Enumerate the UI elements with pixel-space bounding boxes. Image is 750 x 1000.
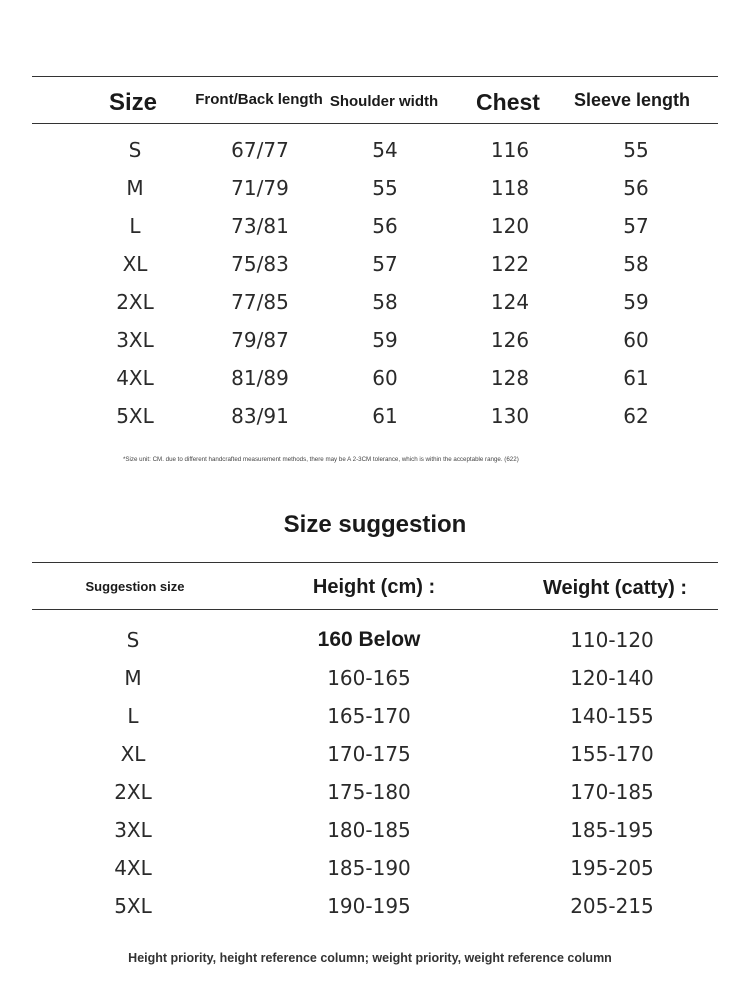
size-table-cell: 73/81 [231, 214, 289, 238]
size-table-cell: 79/87 [231, 328, 289, 352]
size-table-cell: S [128, 138, 142, 162]
suggestion-cell: 170-175 [327, 742, 411, 766]
suggestion-cell: 4XL [114, 856, 152, 880]
size-table-cell: 60 [372, 366, 398, 390]
suggestion-cell: 160 Below [317, 628, 421, 651]
size-table-cell: M [126, 176, 144, 200]
size-table-cell: 128 [490, 366, 530, 390]
header-sleeve-length: Sleeve length [573, 90, 691, 110]
suggestion-cell: 140-155 [570, 704, 654, 728]
header-height: Height (cm) : [312, 576, 436, 598]
suggestion-cell: 165-170 [327, 704, 411, 728]
header-chest: Chest [476, 89, 540, 115]
size-table-cell: 58 [372, 290, 398, 314]
size-table-cell: 62 [623, 404, 649, 428]
suggestion-cell: 120-140 [570, 666, 654, 690]
header-size: Size [108, 89, 158, 116]
size-table-cell: 81/89 [231, 366, 289, 390]
size-table-cell: 60 [623, 328, 649, 352]
size-table-cell: 57 [372, 252, 398, 276]
suggestion-cell: 2XL [114, 780, 152, 804]
suggestion-cell: S [126, 628, 140, 652]
size-table-header-rule [32, 123, 718, 124]
suggestion-cell: 5XL [114, 894, 152, 918]
suggestion-cell: 155-170 [570, 742, 654, 766]
suggestion-cell: 185-190 [327, 856, 411, 880]
size-table-cell: 3XL [116, 328, 154, 352]
size-table-cell: 59 [623, 290, 649, 314]
size-table-cell: 118 [490, 176, 530, 200]
size-table-cell: 2XL [116, 290, 154, 314]
size-table-cell: L [129, 214, 141, 238]
size-unit-note: *Size unit: CM. due to different handcrafted measurement methods, there may be A 2-3CM tolerance, which is within the acceptable range. (622) [123, 456, 519, 463]
suggestion-cell: 195-205 [570, 856, 654, 880]
footer-note: Height priority, height reference column; weight priority, weight reference column [128, 951, 612, 965]
size-table-cell: 126 [490, 328, 530, 352]
size-table-cell: 59 [372, 328, 398, 352]
suggestion-cell: 175-180 [327, 780, 411, 804]
size-table-cell: 55 [372, 176, 398, 200]
size-table-cell: 56 [372, 214, 398, 238]
suggestion-cell: 110-120 [570, 628, 654, 652]
header-shoulder-width: Shoulder width [329, 93, 439, 110]
size-table-cell: 4XL [116, 366, 154, 390]
size-table-cell: 75/83 [231, 252, 289, 276]
size-table-cell: 122 [490, 252, 530, 276]
suggestion-cell: L [127, 704, 139, 728]
suggestion-top-rule [32, 562, 718, 563]
size-table-cell: 67/77 [231, 138, 289, 162]
size-table-cell: 57 [623, 214, 649, 238]
header-suggestion-size: Suggestion size [85, 579, 185, 594]
suggestion-cell: 3XL [114, 818, 152, 842]
size-table-cell: 116 [490, 138, 530, 162]
size-table-cell: 56 [623, 176, 649, 200]
suggestion-cell: 205-215 [570, 894, 654, 918]
size-table-cell: 61 [372, 404, 398, 428]
size-table-cell: 54 [372, 138, 398, 162]
suggestion-title: Size suggestion [283, 511, 467, 538]
size-table-top-rule [32, 76, 718, 77]
size-table-cell: 120 [490, 214, 530, 238]
suggestion-header-rule [32, 609, 718, 610]
size-table-cell: XL [122, 252, 148, 276]
size-table-cell: 77/85 [231, 290, 289, 314]
suggestion-cell: 180-185 [327, 818, 411, 842]
size-table-cell: 83/91 [231, 404, 289, 428]
size-table-cell: 61 [623, 366, 649, 390]
suggestion-cell: 170-185 [570, 780, 654, 804]
suggestion-cell: M [124, 666, 142, 690]
header-front-back-length: Front/Back length [195, 91, 323, 108]
suggestion-cell: 160-165 [327, 666, 411, 690]
size-table-cell: 55 [623, 138, 649, 162]
size-table-cell: 58 [623, 252, 649, 276]
header-weight: Weight (catty) : [542, 577, 688, 599]
size-table-cell: 130 [490, 404, 530, 428]
suggestion-cell: XL [120, 742, 146, 766]
suggestion-cell: 185-195 [570, 818, 654, 842]
size-table-cell: 124 [490, 290, 530, 314]
size-table-cell: 5XL [116, 404, 154, 428]
suggestion-cell: 190-195 [327, 894, 411, 918]
size-table-cell: 71/79 [231, 176, 289, 200]
